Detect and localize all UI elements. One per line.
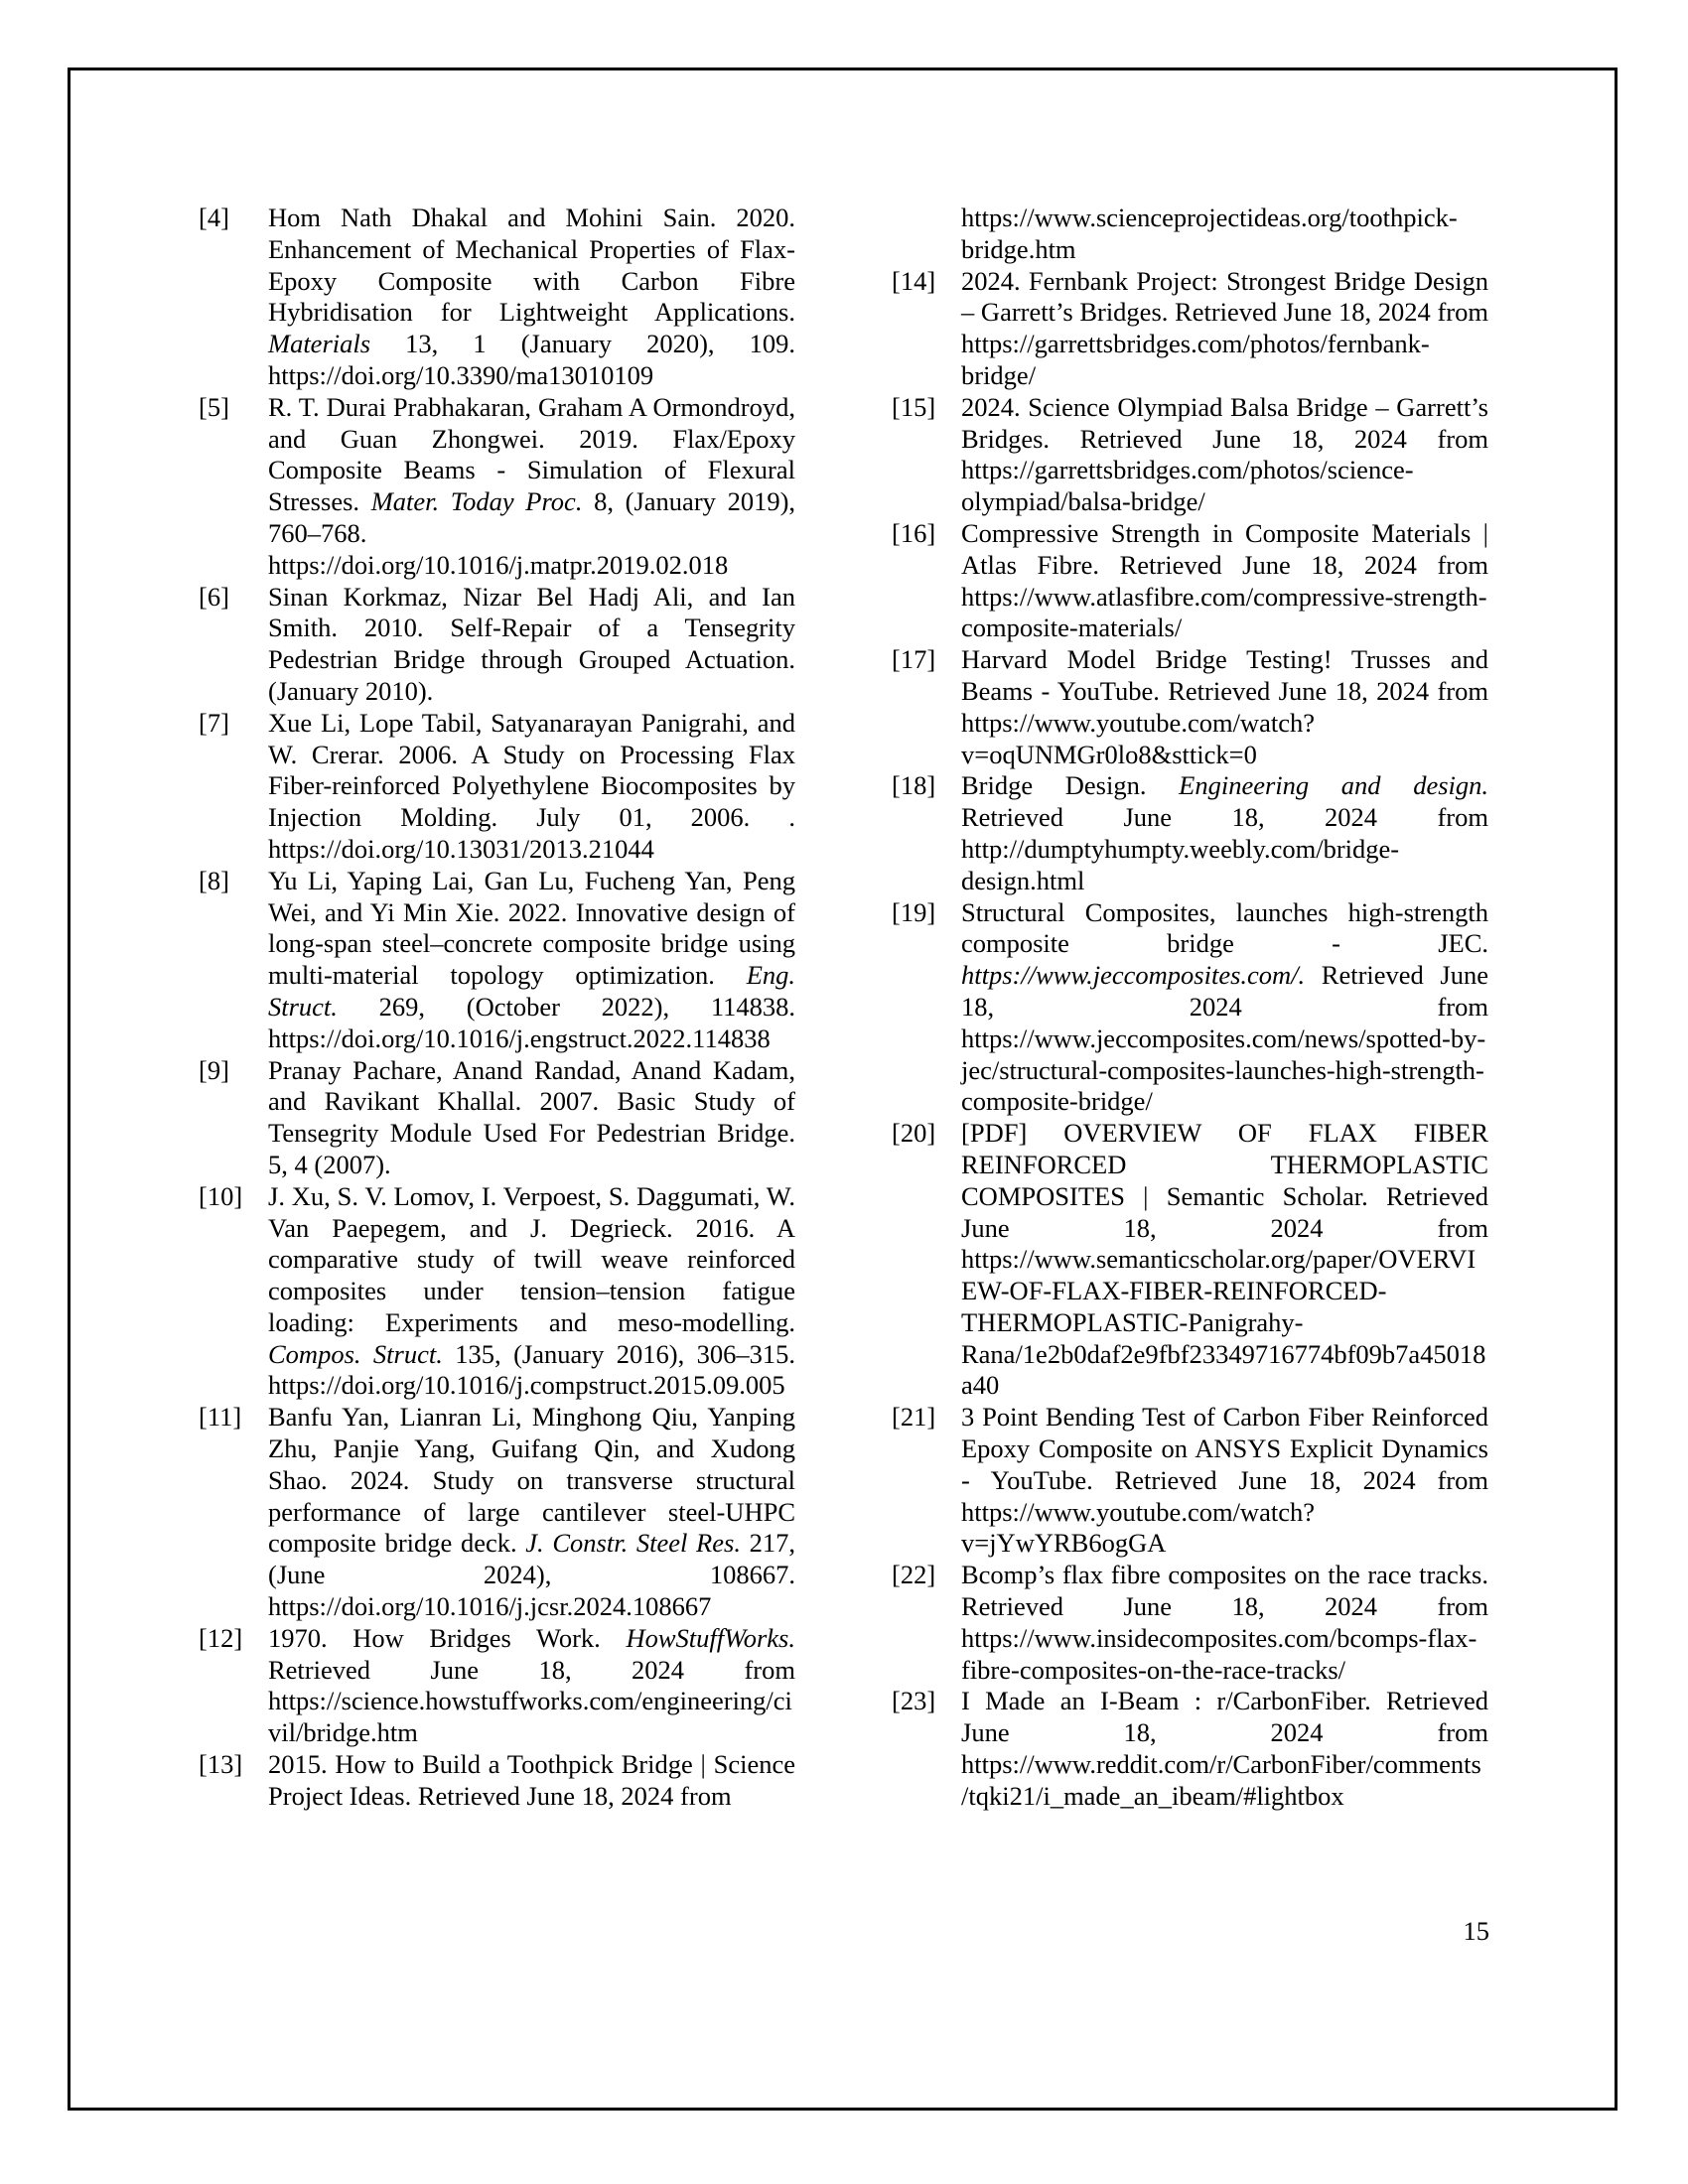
reference-number: [12] xyxy=(199,1622,243,1653)
reference-text: I Made an I-Beam : r/CarbonFiber. Retrieved June 18, 2024 from https://www.reddit.com/r/CarbonFiber/comments/tqki21/i_made_an_ibeam/#lightbox xyxy=(961,1686,1488,1811)
reference-number: [7] xyxy=(199,707,229,738)
reference-number: [5] xyxy=(199,391,229,422)
reference-16 xyxy=(892,518,1488,644)
reference-number: [15] xyxy=(892,391,936,422)
reference-number: [18] xyxy=(892,770,936,801)
reference-text: [PDF] OVERVIEW OF FLAX FIBER REINFORCED THERMOPLASTIC COMPOSITES | Semantic Scholar. Retrieved June 18, 2024 from https://www.semanticscholar.org/paper/OVERVIEW-OF-FLAX-FIBER-REINFORCED-THERMOPLASTIC-Panigrahy-Rana/1e2b0daf2e9fbf23349716774bf09b7a45018a40 xyxy=(961,1118,1488,1401)
reference-text-tail: 135, (January 2016), 306–315. https://doi.org/10.1016/j.compstruct.2015.09.005 xyxy=(268,1338,795,1401)
reference-text: Hom Nath Dhakal and Mohini Sain. 2020. Enhancement of Mechanical Properties of Flax-Epoxy Composite with Carbon Fibre Hybridisation for Lightweight Applications. xyxy=(268,203,795,328)
reference-14 xyxy=(892,266,1488,392)
reference-9 xyxy=(199,1055,795,1181)
reference-13 xyxy=(199,1749,795,1813)
reference-22 xyxy=(892,1560,1488,1686)
reference-text: R. T. Durai Prabhakaran, Graham A Ormondroyd, and Guan Zhongwei. 2019. Flax/Epoxy Composite Beams - Simulation of Flexural Stresses. xyxy=(268,391,795,517)
reference-number: [4] xyxy=(199,203,229,232)
reference-text: Banfu Yan, Lianran Li, Minghong Qiu, Yanping Zhu, Panjie Yang, Guifang Qin, and Xudong Shao. 2024. Study on transverse structural performance of large cantilever steel-UHPC composite bridge deck. xyxy=(268,1402,795,1559)
reference-number: [6] xyxy=(199,581,229,612)
reference-20 xyxy=(892,1118,1488,1402)
reference-number: [20] xyxy=(892,1118,936,1149)
reference-13-continuation: https://www.scienceprojectideas.org/toothpick-bridge.htm xyxy=(961,203,1458,264)
reference-18 xyxy=(892,770,1488,896)
reference-text: Pranay Pachare, Anand Randad, Anand Kadam, and Ravikant Khallal. 2007. Basic Study of Tensegrity Module Used For Pedestrian Bridge. 5, 4 (2007). xyxy=(268,1054,795,1179)
reference-text: Compressive Strength in Composite Materials | Atlas Fibre. Retrieved June 18, 2024 from https://www.atlasfibre.com/compressive-strength-composite-materials/ xyxy=(961,517,1488,643)
reference-number: [22] xyxy=(892,1560,936,1590)
reference-8 xyxy=(199,866,795,1055)
reference-text-tail: 217, (June 2024), 108667. https://doi.org/10.1016/j.jcsr.2024.108667 xyxy=(268,1528,796,1622)
reference-15 xyxy=(892,392,1488,518)
reference-5 xyxy=(199,392,795,582)
website-title: Engineering and design. xyxy=(1179,770,1489,801)
reference-10 xyxy=(199,1181,795,1403)
reference-text: 2024. Fernbank Project: Strongest Bridge Design – Garrett’s Bridges. Retrieved June 18, 2024 from https://garrettsbridges.com/photos/fernbank-bridge/ xyxy=(961,265,1488,390)
reference-text: Xue Li, Lope Tabil, Satyanarayan Panigrahi, and W. Crerar. 2006. A Study on Processing Flax Fiber-reinforced Polyethylene Biocomposites by Injection Molding. July 01, 2006. . https://doi.org/10.13031/2013.21044 xyxy=(268,707,795,864)
reference-number: [9] xyxy=(199,1054,229,1085)
reference-number: [10] xyxy=(199,1180,243,1211)
reference-text: 3 Point Bending Test of Carbon Fiber Reinforced Epoxy Composite on ANSYS Explicit Dynamics - YouTube. Retrieved June 18, 2024 from https://www.youtube.com/watch?v=jYwYRB6ogGA xyxy=(961,1402,1488,1559)
reference-11 xyxy=(199,1402,795,1623)
reference-17 xyxy=(892,644,1488,770)
reference-text: Bcomp’s flax fibre composites on the race tracks. Retrieved June 18, 2024 from https://www.insidecomposites.com/bcomps-flax-fibre-composites-on-the-race-tracks/ xyxy=(961,1560,1488,1685)
reference-19 xyxy=(892,897,1488,1119)
reference-number: [11] xyxy=(199,1402,242,1433)
reference-text-tail: 8, (January 2019), 760–768. https://doi.org/10.1016/j.matpr.2019.02.018 xyxy=(268,486,796,580)
reference-number: [17] xyxy=(892,644,936,675)
reference-number: [14] xyxy=(892,265,936,296)
reference-text-tail: 269, (October 2022), 114838. https://doi.org/10.1016/j.engstruct.2022.114838 xyxy=(268,991,795,1053)
reference-text: Bridge Design. xyxy=(961,770,1180,801)
journal-title: J. Constr. Steel Res. xyxy=(525,1528,741,1559)
reference-text: Structural Composites, launches high-strength composite bridge - JEC. xyxy=(961,896,1488,959)
reference-text-tail: 13, 1 (January 2020), 109. https://doi.org/10.3390/ma13010109 xyxy=(268,329,795,390)
website-title: HowStuffWorks. xyxy=(626,1622,795,1653)
reference-number: [23] xyxy=(892,1686,936,1716)
reference-text: J. Xu, S. V. Lomov, I. Verpoest, S. Daggumati, W. Van Paepegem, and J. Degrieck. 2016. A comparative study of twill weave reinforced composites under tension–tension fatigue loading: Experiments and meso-modelling. xyxy=(268,1180,795,1337)
reference-text-tail: Retrieved June 18, 2024 from https://science.howstuffworks.com/engineering/civil/bridge.htm xyxy=(268,1654,795,1748)
reference-text: 1970. How Bridges Work. xyxy=(268,1622,627,1653)
page-number: 15 xyxy=(1463,1916,1489,1946)
reference-text-tail: Retrieved June 18, 2024 from https://www.jeccomposites.com/news/spotted-by-jec/structural-composites-launches-high-strength-composite-bridge/ xyxy=(961,960,1488,1117)
reference-7 xyxy=(199,708,795,866)
website-title: https://www.jeccomposites.com/. xyxy=(961,960,1306,991)
reference-text: 2015. How to Build a Toothpick Bridge | Science Project Ideas. Retrieved June 18, 2024 from xyxy=(268,1749,795,1811)
reference-number: [21] xyxy=(892,1402,936,1433)
reference-number: [13] xyxy=(199,1749,243,1780)
journal-title: Materials xyxy=(268,329,371,359)
reference-4 xyxy=(199,203,795,392)
journal-title: Compos. Struct. xyxy=(268,1338,443,1369)
references-left-column xyxy=(199,203,795,1813)
reference-text: Harvard Model Bridge Testing! Trusses and Beams - YouTube. Retrieved June 18, 2024 from https://www.youtube.com/watch?v=oqUNMGr0lo8&sttick=0 xyxy=(961,644,1488,769)
reference-12 xyxy=(199,1623,795,1749)
reference-number: [8] xyxy=(199,865,229,895)
reference-number: [19] xyxy=(892,896,936,927)
reference-text: Yu Li, Yaping Lai, Gan Lu, Fucheng Yan, Peng Wei, and Yi Min Xie. 2022. Innovative design of long-span steel–concrete composite bridge using multi-material topology optimization. xyxy=(268,865,795,991)
reference-text: Sinan Korkmaz, Nizar Bel Hadj Ali, and Ian Smith. 2010. Self-Repair of a Tensegrity Pedestrian Bridge through Grouped Actuation. (January 2010). xyxy=(268,581,795,706)
reference-text-tail: Retrieved June 18, 2024 from http://dumptyhumpty.weebly.com/bridge-design.html xyxy=(961,802,1488,895)
reference-number: [16] xyxy=(892,517,936,548)
reference-21 xyxy=(892,1402,1488,1560)
journal-title: Eng. Struct. xyxy=(268,960,795,1022)
reference-23 xyxy=(892,1686,1488,1812)
references-right-column xyxy=(892,203,1488,1813)
reference-text: 2024. Science Olympiad Balsa Bridge – Garrett’s Bridges. Retrieved June 18, 2024 from https://garrettsbridges.com/photos/science-olympiad/balsa-bridge/ xyxy=(961,391,1488,517)
journal-title: Mater. Today Proc. xyxy=(370,486,583,517)
reference-6 xyxy=(199,582,795,708)
